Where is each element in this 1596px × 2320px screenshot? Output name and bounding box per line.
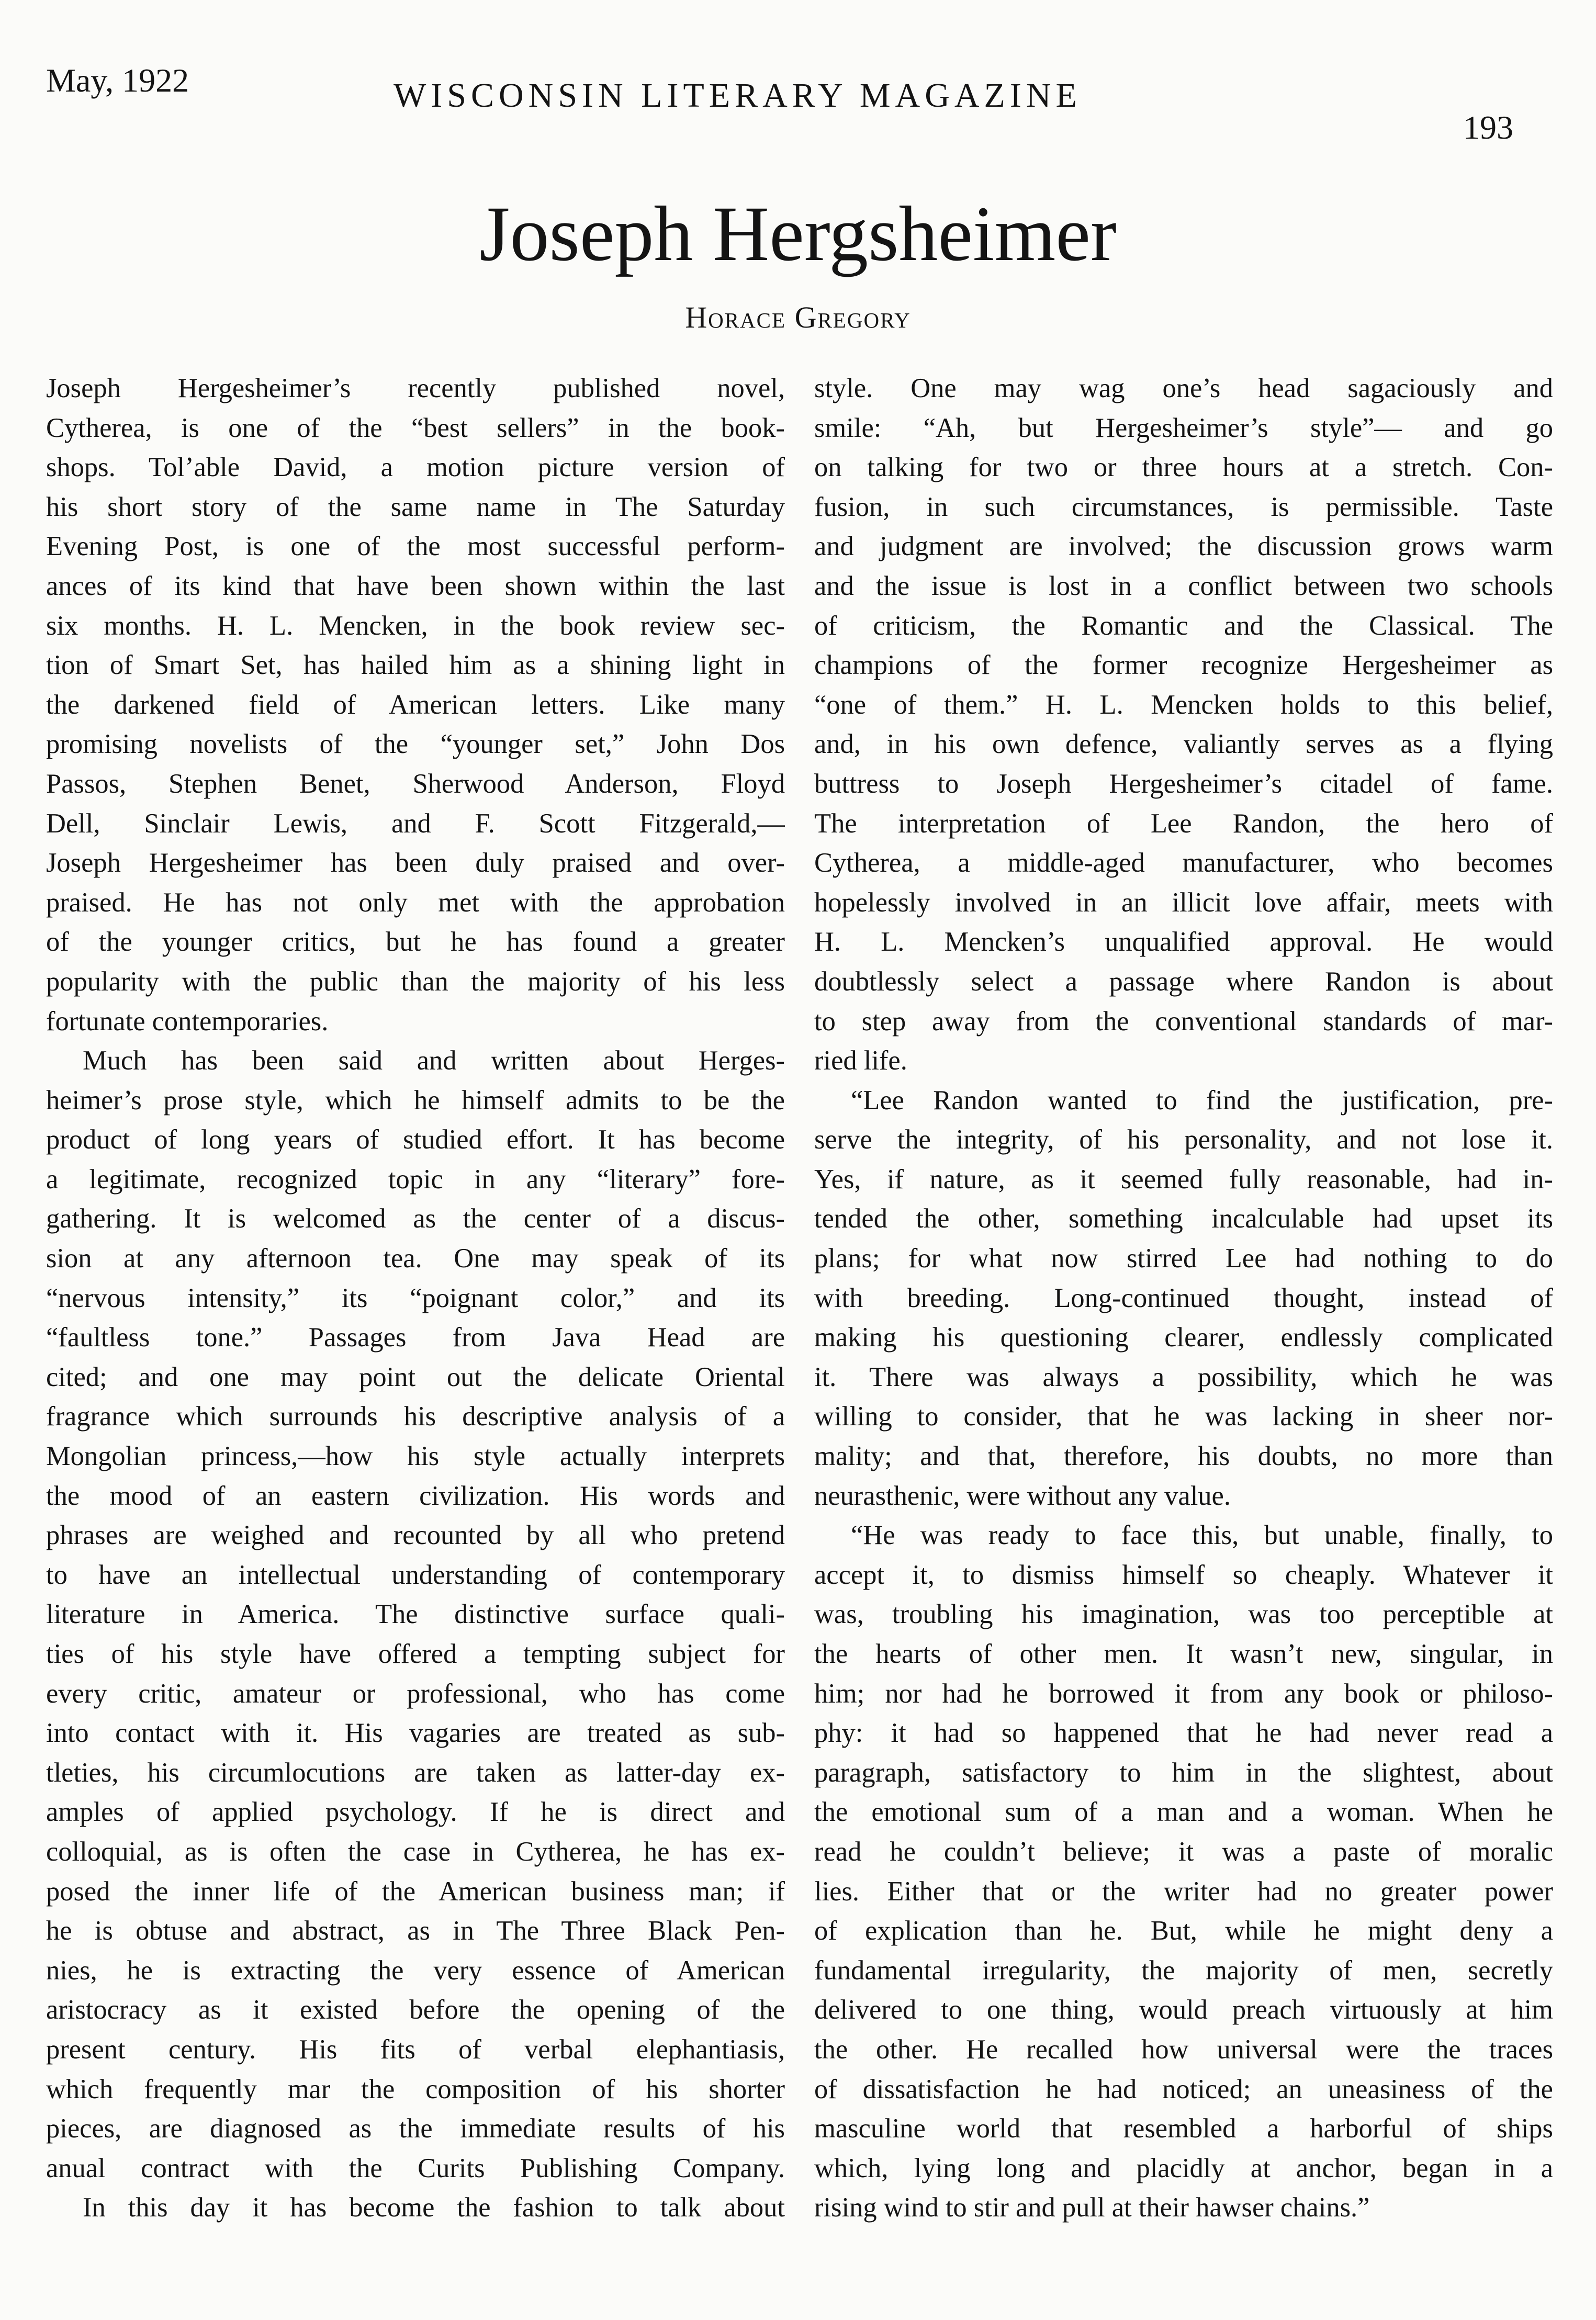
text-line: fortunate contemporaries. <box>46 1006 329 1037</box>
text-line: shops. Tol’able David, a motion picture version of <box>46 452 785 483</box>
text-line: popularity with the public than the majority of his less <box>46 966 785 997</box>
text-line: colloquial, as is often the case in Cytherea, he has ex- <box>46 1836 785 1867</box>
text-line: style. One may wag one’s head sagaciously and <box>814 373 1553 403</box>
text-line: Mongolian princess,—how his style actually interprets <box>46 1441 785 1472</box>
article-title: Joseph Hergsheimer <box>479 190 1117 277</box>
text-line: was, troubling his imagination, was too perceptible at <box>814 1599 1553 1630</box>
text-line: into contact with it. His vagaries are treated as sub- <box>46 1718 785 1749</box>
text-line: amples of applied psychology. If he is direct and <box>46 1797 785 1828</box>
text-line: doubtlessly select a passage where Randon is about <box>814 966 1553 997</box>
text-line: to step away from the conventional standards of mar- <box>814 1006 1553 1037</box>
text-line: on talking for two or three hours at a stretch. Con- <box>814 452 1553 483</box>
text-line: smile: “Ah, but Hergesheimer’s style”— and go <box>814 412 1553 443</box>
text-line: ried life. <box>814 1045 907 1076</box>
text-line: of criticism, the Romantic and the Classical. The <box>814 610 1553 641</box>
text-line: every critic, amateur or professional, who has come <box>46 1678 785 1709</box>
text-line: Joseph Hergesheimer has been duly praised and over- <box>46 848 785 879</box>
text-line: the other. He recalled how universal were the traces <box>814 2034 1553 2065</box>
text-line: phy: it had so happened that he had never read a <box>814 1718 1553 1749</box>
text-line: and judgment are involved; the discussion grows warm <box>814 531 1553 562</box>
text-line: tended the other, something incalculable had upset its <box>814 1203 1553 1234</box>
text-line: buttress to Joseph Hergesheimer’s citadel of fame. <box>814 768 1553 799</box>
text-line: “Lee Randon wanted to find the justification, pre- <box>851 1085 1553 1116</box>
text-line: which, lying long and placidly at anchor, began in a <box>814 2153 1553 2183</box>
text-line: cited; and one may point out the delicate Oriental <box>46 1361 785 1392</box>
text-line: delivered to one thing, would preach virtuously at him <box>814 1995 1553 2025</box>
text-line: praised. He has not only met with the approbation <box>46 887 785 918</box>
text-line: Cytherea, a middle-aged manufacturer, who becomes <box>814 848 1553 879</box>
text-line: a legitimate, recognized topic in any “literary” fore- <box>46 1164 785 1195</box>
text-line: the darkened field of American letters. Like many <box>46 689 785 720</box>
text-line: fundamental irregularity, the majority of men, secretly <box>814 1955 1553 1986</box>
text-line: Much has been said and written about Herges- <box>83 1045 785 1076</box>
text-line: Passos, Stephen Benet, Sherwood Anderson, Floyd <box>46 768 785 799</box>
text-line: promising novelists of the “younger set,” John Dos <box>46 729 785 760</box>
text-line: his short story of the same name in The Saturday <box>46 491 785 522</box>
text-line: present century. His fits of verbal elephantiasis, <box>46 2034 785 2065</box>
magazine-title: WISCONSIN LITERARY MAGAZINE <box>394 76 1082 115</box>
text-line: anual contract with the Curits Publishing Company. <box>46 2153 785 2183</box>
text-line: aristocracy as it existed before the opening of the <box>46 1995 785 2025</box>
text-line: posed the inner life of the American business man; if <box>46 1876 785 1907</box>
text-line: Joseph Hergesheimer’s recently published novel, <box>46 373 785 403</box>
text-line: read he couldn’t believe; it was a paste of moralic <box>814 1836 1553 1867</box>
text-line: “faultless tone.” Passages from Java Head are <box>46 1322 785 1353</box>
text-line: tleties, his circumlocutions are taken as latter-day ex- <box>46 1757 785 1788</box>
text-line: plans; for what now stirred Lee had nothing to do <box>814 1243 1553 1274</box>
text-line: of dissatisfaction he had noticed; an uneasiness of the <box>814 2074 1553 2104</box>
text-line: it. There was always a possibility, which he was <box>814 1361 1553 1392</box>
text-line: serve the integrity, of his personality, and not lose it. <box>814 1124 1553 1155</box>
text-line: ances of its kind that have been shown within the last <box>46 570 785 601</box>
text-line: Cytherea, is one of the “best sellers” in the book- <box>46 412 785 443</box>
text-line: the mood of an eastern civilization. His words and <box>46 1480 785 1511</box>
text-line: the hearts of other men. It wasn’t new, singular, in <box>814 1639 1553 1669</box>
text-line: gathering. It is welcomed as the center of a discus- <box>46 1203 785 1234</box>
text-line: The interpretation of Lee Randon, the hero of <box>814 808 1553 839</box>
text-line: phrases are weighed and recounted by all who pretend <box>46 1520 785 1551</box>
text-line: Evening Post, is one of the most successful perform- <box>46 531 785 562</box>
text-line: fragrance which surrounds his descriptive analysis of a <box>46 1401 785 1432</box>
issue-date: May, 1922 <box>46 62 189 99</box>
text-line: lies. Either that or the writer had no greater power <box>814 1876 1553 1907</box>
text-line: heimer’s prose style, which he himself admits to be the <box>46 1085 785 1116</box>
text-line: “one of them.” H. L. Mencken holds to this belief, <box>814 689 1553 720</box>
text-line: and the issue is lost in a conflict between two schools <box>814 570 1553 601</box>
text-line: he is obtuse and abstract, as in The Three Black Pen- <box>46 1916 785 1946</box>
text-line: Dell, Sinclair Lewis, and F. Scott Fitzgerald,— <box>46 808 785 839</box>
text-line: which frequently mar the composition of his shorter <box>46 2074 785 2104</box>
text-line: him; nor had he borrowed it from any book or philoso- <box>814 1678 1553 1709</box>
text-line: tion of Smart Set, has hailed him as a shining light in <box>46 650 785 681</box>
text-line: willing to consider, that he was lacking in sheer nor- <box>814 1401 1553 1432</box>
text-line: masculine world that resembled a harborful of ships <box>814 2113 1553 2144</box>
text-line: making his questioning clearer, endlessly complicated <box>814 1322 1553 1353</box>
text-line: Yes, if nature, as it seemed fully reasonable, had in- <box>814 1164 1553 1195</box>
text-line: paragraph, satisfactory to him in the slightest, about <box>814 1757 1553 1788</box>
text-line: of the younger critics, but he has found a greater <box>46 927 785 958</box>
text-line: to have an intellectual understanding of contemporary <box>46 1559 785 1590</box>
text-line: product of long years of studied effort. It has become <box>46 1124 785 1155</box>
text-line: nies, he is extracting the very essence of American <box>46 1955 785 1986</box>
text-line: hopelessly involved in an illicit love affair, meets with <box>814 887 1553 918</box>
text-line: H. L. Mencken’s unqualified approval. He would <box>814 927 1553 958</box>
text-line: accept it, to dismiss himself so cheaply. Whatever it <box>814 1559 1553 1590</box>
text-line: pieces, are diagnosed as the immediate results of his <box>46 2113 785 2144</box>
text-line: rising wind to stir and pull at their hawser chains.” <box>814 2192 1370 2223</box>
text-line: “nervous intensity,” its “poignant color,” and its <box>46 1282 785 1313</box>
text-line: of explication than he. But, while he might deny a <box>814 1916 1553 1946</box>
page-number: 193 <box>1463 109 1513 146</box>
text-line: “He was ready to face this, but unable, finally, to <box>851 1520 1553 1551</box>
text-line: ties of his style have offered a tempting subject for <box>46 1639 785 1669</box>
text-line: neurasthenic, were without any value. <box>814 1480 1231 1511</box>
text-line: fusion, in such circumstances, is permissible. Taste <box>814 491 1553 522</box>
text-line: with breeding. Long-continued thought, instead of <box>814 1282 1553 1313</box>
text-line: mality; and that, therefore, his doubts, no more than <box>814 1441 1553 1472</box>
text-line: champions of the former recognize Hergesheimer as <box>814 650 1553 681</box>
text-line: In this day it has become the fashion to talk about <box>83 2192 785 2223</box>
article-author: Horace Gregory <box>685 300 911 334</box>
text-line: literature in America. The distinctive surface quali- <box>46 1599 785 1630</box>
text-column-right <box>814 369 1553 2228</box>
text-line: the emotional sum of a man and a woman. When he <box>814 1797 1553 1828</box>
text-column-left <box>46 369 785 2228</box>
text-line: sion at any afternoon tea. One may speak of its <box>46 1243 785 1274</box>
text-line: and, in his own defence, valiantly serves as a flying <box>814 729 1553 760</box>
text-line: six months. H. L. Mencken, in the book review sec- <box>46 610 785 641</box>
